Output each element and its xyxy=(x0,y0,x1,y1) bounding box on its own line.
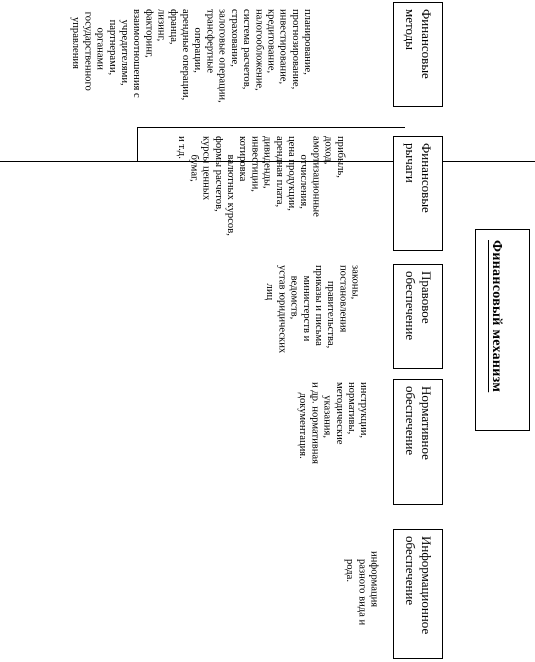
header-information: Информационное обеспечение xyxy=(403,536,434,635)
header-regulatory: Нормативное обеспечение xyxy=(403,386,434,460)
connector-bracket-left xyxy=(137,127,138,162)
mechanism-title-box xyxy=(475,229,530,431)
header-legal: Правовое обеспечение xyxy=(403,271,434,341)
header-box-legal xyxy=(393,264,443,369)
connector-bracket-top xyxy=(137,127,405,128)
header-box-regulatory xyxy=(393,379,443,505)
header-levers: Финансовые рычаги xyxy=(403,143,434,213)
items-regulatory: инструкции, нормативы, методические указания, и др. нормативная документация. xyxy=(297,382,370,465)
items-legal: законы, постановления правительства, приказы и письма министерств и ведомств, устав юридических лиц xyxy=(264,265,361,354)
header-box-information xyxy=(393,529,443,659)
header-box-levers xyxy=(393,136,443,251)
header-box-methods xyxy=(393,2,443,107)
items-information: информация разного вида и рода. xyxy=(344,551,380,626)
items-methods: планирование, прогнозирование, инвестирование, кредитование, налогообложение, система расчетов, страхование, залоговые операции, трансфертные операции, арендные операции, франца, лизинг, факторинг, взаимоотношения с учредителями, партнерами, органами государственного управления xyxy=(70,9,314,103)
header-methods: Финансовые методы xyxy=(403,9,434,79)
mechanism-title: Финансовый механизм xyxy=(489,240,504,393)
items-levers: прибыль, доход, амортизационные отчисления, цена продукции, арендная плата, дивиденды, инвестиции, котировка валютных курсов, формы расчетов, курсы ценных бумаг, и т.д. xyxy=(176,136,346,236)
